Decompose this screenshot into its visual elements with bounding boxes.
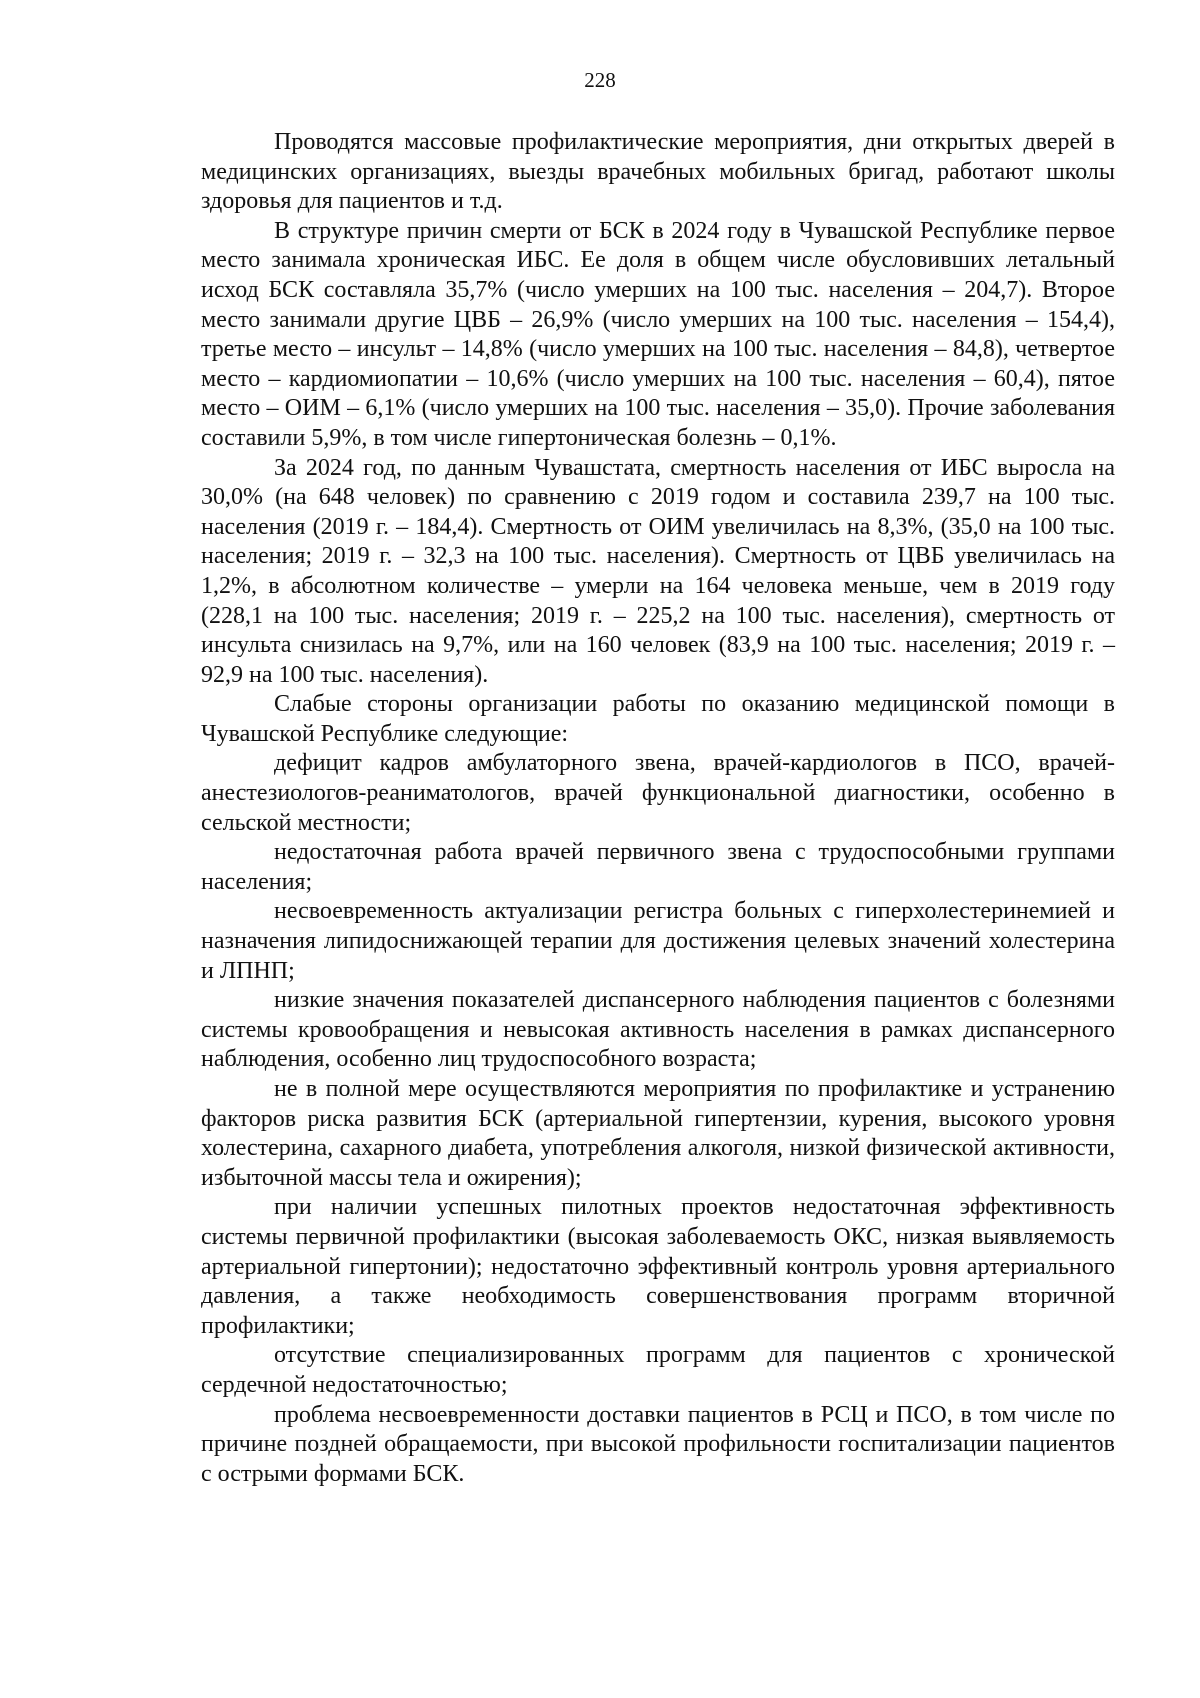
- document-body: [201, 128, 1115, 1489]
- paragraph-preventive-events: Проводятся массовые профилактические мероприятия, дни открытых дверей в медицинских организациях, выезды врачебных мобильных бригад, работают школы здоровья для пациентов и т.д.: [201, 129, 1115, 215]
- paragraph-death-causes-structure: В структуре причин смерти от БСК в 2024 году в Чувашской Республике первое место занимала хроническая ИБС. Ее доля в общем числе обусловивших летальный исход БСК составляла 35,7% (число умерших на 100 тыс. населения – 204,7). Второе место занимали другие ЦВБ – 26,9% (число умерших на 100 тыс. населения – 154,4), третье место – инсульт – 14,8% (число умерших на 100 тыс. населения – 84,8), четвертое место – кардиомиопатии – 10,6% (число умерших на 100 тыс. населения – 60,4), пятое место – ОИМ – 6,1% (число умерших на 100 тыс. населения – 35,0). Прочие заболевания составили 5,9%, в том числе гипертоническая болезнь – 0,1%.: [201, 217, 1115, 451]
- page-number: 228: [584, 68, 616, 92]
- list-item-dispensary-observation: низкие значения показателей диспансерного наблюдения пациентов с болезнями системы кровообращения и невысокая активность населения в рамках диспансерного наблюдения, особенно лиц трудоспособного возраста;: [201, 987, 1115, 1073]
- list-item-risk-factors: не в полной мере осуществляются мероприятия по профилактике и устранению факторов риска развития БСК (артериальной гипертензии, курения, высокого уровня холестерина, сахарного диабета, употребления алкоголя, низкой физической активности, избыточной массы тела и ожирения);: [201, 1076, 1115, 1191]
- paragraph-weaknesses-intro: Слабые стороны организации работы по оказанию медицинской помощи в Чувашской Республике следующие:: [201, 691, 1115, 747]
- list-item-staff-shortage: дефицит кадров амбулаторного звена, врачей-кардиологов в ПСО, врачей-анестезиологов-реаниматологов, врачей функциональной диагностики, особенно в сельской местности;: [201, 750, 1115, 836]
- list-item-heart-failure-programs: отсутствие специализированных программ для пациентов с хронической сердечной недостаточностью;: [201, 1342, 1115, 1398]
- paragraph-mortality-dynamics: За 2024 год, по данным Чувашстата, смертность населения от ИБС выросла на 30,0% (на 648 человек) по сравнению с 2019 годом и составила 239,7 на 100 тыс. населения (2019 г. – 184,4). Смертность от ОИМ увеличилась на 8,3%, (35,0 на 100 тыс. населения; 2019 г. – 32,3 на 100 тыс. населения). Смертность от ЦВБ увеличилась на 1,2%, в абсолютном количестве – умерли на 164 человека меньше, чем в 2019 году (228,1 на 100 тыс. населения; 2019 г. – 225,2 на 100 тыс. населения), смертность от инсульта снизилась на 9,7%, или на 160 человек (83,9 на 100 тыс. населения; 2019 г. – 92,9 на 100 тыс. населения).: [201, 454, 1115, 688]
- list-item-primary-prevention: при наличии успешных пилотных проектов недостаточная эффективность системы первичной профилактики (высокая заболеваемость ОКС, низкая выявляемость артериальной гипертонии); недостаточно эффективный контроль уровня артериального давления, а также необходимость совершенствования программ вторичной профилактики;: [201, 1194, 1115, 1339]
- list-item-delivery-problem: проблема несвоевременности доставки пациентов в РСЦ и ПСО, в том числе по причине поздней обращаемости, при высокой профильности госпитализации пациентов с острыми формами БСК.: [201, 1401, 1115, 1487]
- list-item-primary-care-work: недостаточная работа врачей первичного звена с трудоспособными группами населения;: [201, 839, 1115, 895]
- list-item-register-actualization: несвоевременность актуализации регистра больных с гиперхолестеринемией и назначения липидоснижающей терапии для достижения целевых значений холестерина и ЛПНП;: [201, 898, 1115, 984]
